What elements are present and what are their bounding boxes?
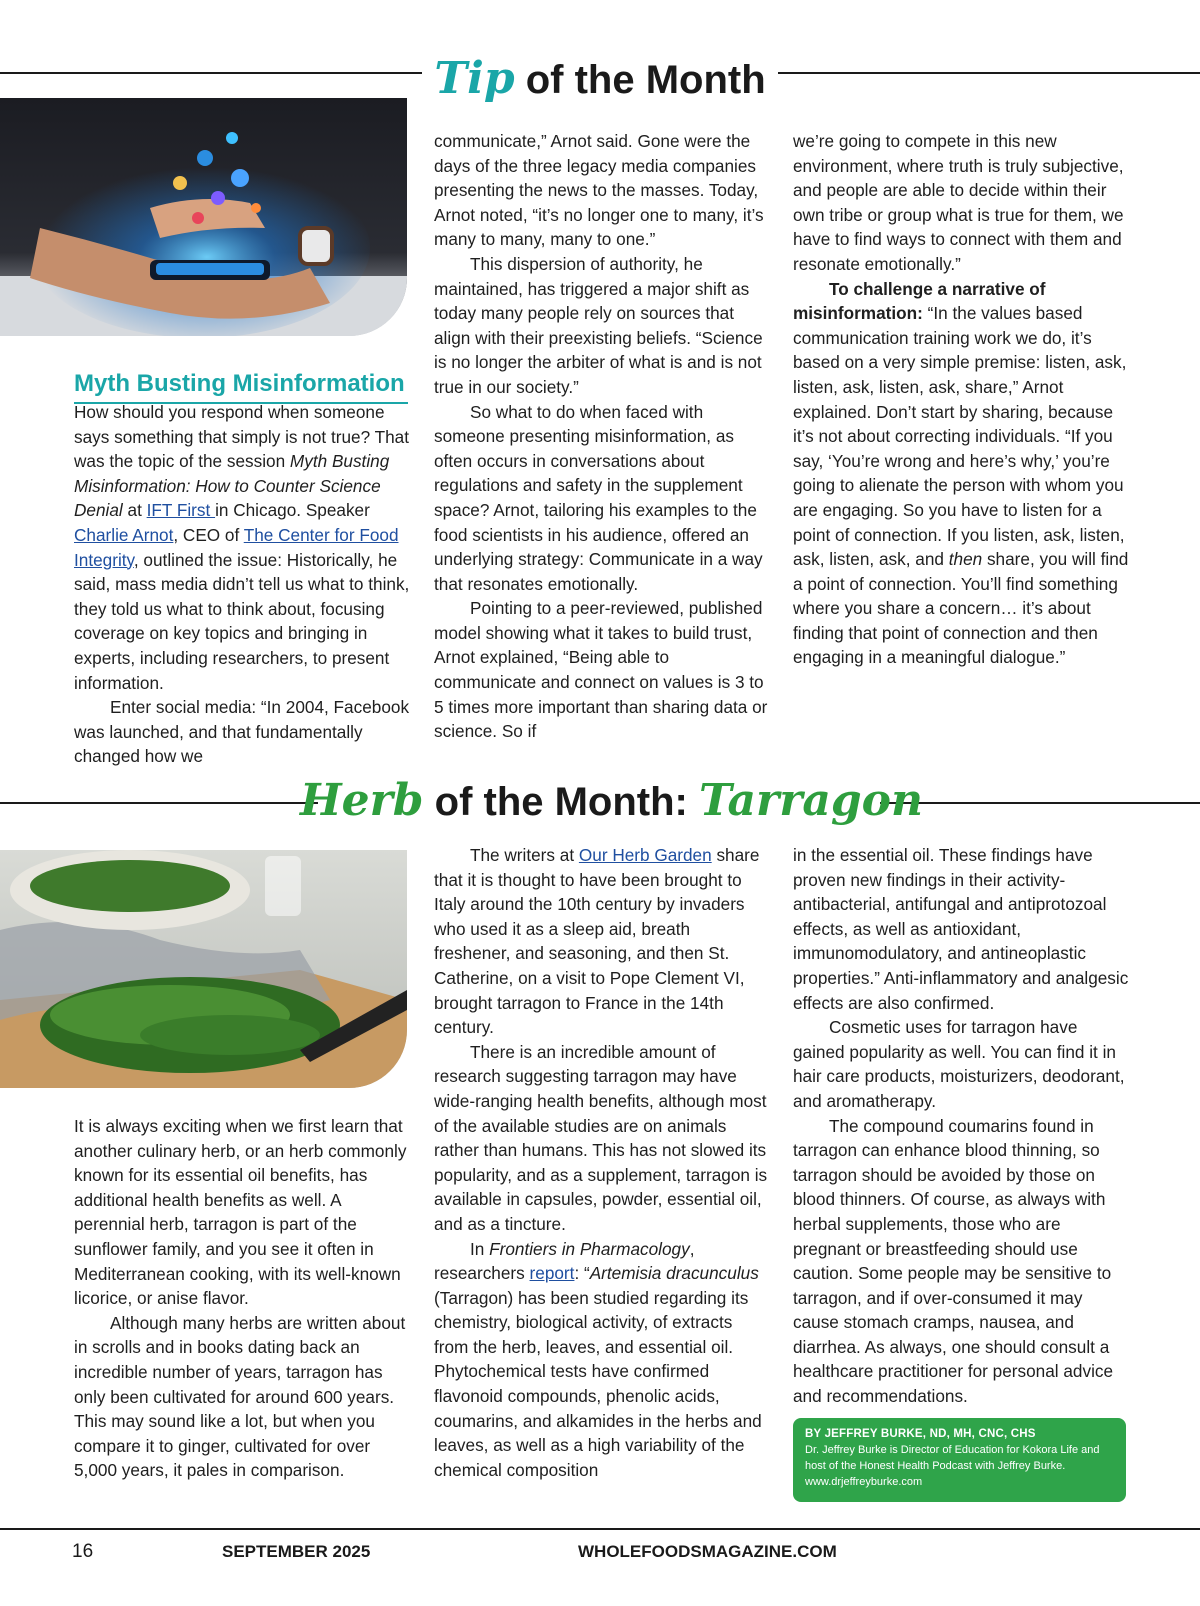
herb-col2-text: : “ xyxy=(574,1263,590,1284)
herb-col2-paragraph-3 xyxy=(434,1237,770,1483)
tip-col3-text: share, you will find a point of connection. You’ll find something where you share a concern… it’s about finding that point of connection and then engaging in a meaningful dialogue.” xyxy=(793,549,1129,668)
smartphone-social-media-photo xyxy=(0,98,407,336)
author-byline: BY JEFFREY BURKE, ND, MH, CNC, CHS xyxy=(805,1428,1036,1440)
herb-title-tarragon: Tarragon xyxy=(698,775,924,826)
species-name: Artemisia dracunculus xyxy=(589,1263,759,1284)
tarragon-photo xyxy=(0,850,407,1088)
tip-column-1 xyxy=(74,400,410,769)
tip-col1-text: , CEO of xyxy=(173,524,244,545)
author-website: www.drjeffreyburke.com xyxy=(805,1476,923,1488)
myth-busting-heading: Myth Busting Misinformation xyxy=(74,368,408,404)
herb-column-1 xyxy=(74,1114,410,1483)
tip-col3-paragraph-2 xyxy=(793,277,1129,671)
tip-title-accent: Tip xyxy=(434,53,515,104)
tip-col1-paragraph-2: Enter social media: “In 2004, Facebook was launched, and that fundamentally changed how we xyxy=(74,697,410,767)
magazine-website: WHOLEFOODSMAGAZINE.COM xyxy=(578,1542,837,1561)
author-bio-line-2: host of the Honest Health Podcast with Jeffrey Burke. xyxy=(805,1460,1066,1472)
footer-rule xyxy=(0,1528,1200,1530)
herb-title-accent: Herb xyxy=(300,775,424,826)
tip-col1-text: in Chicago. Speaker xyxy=(215,500,370,521)
tip-rule-left xyxy=(0,72,422,74)
center-for-food-integrity-link[interactable]: The Center for Food Integrity xyxy=(74,524,399,570)
herb-col2-paragraph-1 xyxy=(434,843,770,1040)
report-link[interactable]: report xyxy=(529,1263,575,1284)
journal-title: Frontiers in Pharmacology xyxy=(489,1238,690,1259)
ift-first-link[interactable]: IFT First xyxy=(146,500,216,521)
herb-col1-paragraph-1: It is always exciting when we first learn that another culinary herb, or an herb commonly known for its essential oil benefits, has additional health benefits as well. A perennial herb, tarragon is part of the sunflower family, and you see it often in Mediterranean cooking, with its well-known licorice, or anise flavor. xyxy=(74,1116,407,1309)
author-byline-box xyxy=(793,1418,1126,1502)
page-number: 16 xyxy=(72,1541,94,1562)
session-title: Myth Busting Misinformation: How to Counter Science Denial xyxy=(74,451,390,521)
tip-rule-right xyxy=(778,72,1200,74)
charlie-arnot-link[interactable]: Charlie Arnot xyxy=(74,524,174,545)
herb-col3-paragraph-2: Cosmetic uses for tarragon have gained popularity as well. You can find it in hair care products, moisturizers, deodorant, and aromatherapy. xyxy=(793,1017,1125,1111)
herb-col2-text: The writers at xyxy=(470,845,579,865)
herb-rule-right xyxy=(880,802,1200,804)
tip-col1-paragraph-1 xyxy=(74,400,410,695)
author-bio-line-1: Dr. Jeffrey Burke is Director of Education for Kokora Life and xyxy=(805,1444,1100,1456)
herb-title-mid: of the Month: xyxy=(423,780,699,824)
tip-col2-paragraph-3: So what to do when faced with someone presenting misinformation, as often occurs in conversations about regulations and safety in the supplement space? Arnot, tailoring his examples to the food scientists in his audience, offered an underlying strategy: Communicate in a way that resonates emotionally. xyxy=(434,401,763,594)
tip-col3-text: “In the values based communication training work we do, it’s based on a very simple premise: listen, ask, listen, ask, listen, ask, share,” Arnot explained. Don’t start by sharing, because it’s not about correcting individuals. “If you say, ‘You’re wrong and here’s why,’ you’re going to alienate the person with whom you are engaging. So you have to listen for a point of connection. If you listen, ask, listen, ask, listen, ask, and xyxy=(793,303,1127,570)
tip-column-3 xyxy=(793,129,1129,670)
tip-col1-text: , outlined the issue: Historically, he said, mass media didn’t tell us what to think, they told us what to think about, focusing coverage on key topics and bringing in experts, including researchers, to present information. xyxy=(74,549,410,693)
tip-section-title xyxy=(420,50,780,109)
herb-section-title xyxy=(300,772,924,831)
herb-rule-left xyxy=(0,802,318,804)
herb-col2-paragraph-2: There is an incredible amount of research suggesting tarragon may have wide-ranging health benefits, although most of the available studies are on animals rather than humans. This has not slowed its popularity, and as a supplement, tarragon is available in capsules, powder, essential oil, and as a tincture. xyxy=(434,1041,768,1234)
tip-column-2 xyxy=(434,129,770,744)
herb-col1-paragraph-2: Although many herbs are written about in scrolls and in books dating back an incredible number of years, tarragon has only been cultivated for around 600 years. This may sound like a lot, but when you compare it to ginger, cultivated for over 5,000 years, it pales in comparison. xyxy=(74,1312,406,1481)
tip-col2-paragraph-2: This dispersion of authority, he maintained, has triggered a major shift as today many people rely on sources that align with their preexisting beliefs. “Science is no longer the arbiter of what is and is not true in our society.” xyxy=(434,253,763,397)
herb-col2-text: , researchers xyxy=(434,1238,695,1284)
herb-col2-text: In xyxy=(470,1238,490,1259)
our-herb-garden-link[interactable]: Our Herb Garden xyxy=(578,845,712,865)
herb-col3-paragraph-3: The compound coumarins found in tarragon can enhance blood thinning, so tarragon should be avoided by those on blood thinners. Of course, as always with herbal supplements, those who are pregnant or breastfeeding should use caution. Some people may be sensitive to tarragon, and if over-consumed it may cause stomach cramps, nausea, and diarrhea. As always, one should consult a healthcare practitioner for personal advice and recommendations. xyxy=(793,1115,1114,1407)
herb-col3-paragraph-1: in the essential oil. These findings have proven new findings in their activity- antibacterial, antifungal and antiprotozoal effects, as well as antioxidant, immunomodulatory, and antineoplastic properties.” Anti-inflammatory and analgesic effects are also confirmed. xyxy=(793,845,1129,1013)
issue-date: SEPTEMBER 2025 xyxy=(222,1542,371,1561)
tip-col1-text: at xyxy=(122,500,147,521)
tip-col2-paragraph-4: Pointing to a peer-reviewed, published model showing what it takes to build trust, Arnot explained, “Being able to communicate and connect on values is 3 to 5 times more important than sharing data or science. So if xyxy=(434,598,768,742)
tip-col1-text: How should you respond when someone says something that simply is not true? That was the topic of the session xyxy=(74,402,409,472)
herb-col2-text: share that it is thought to have been brought to Italy around the 10th century by invaders who used it as a sleep aid, breath freshener, and seasoning, and then St. Catherine, on a visit to Pope Clement VI, brought tarragon to France in the 14th century. xyxy=(434,845,760,1038)
herb-column-2 xyxy=(434,843,770,1482)
tip-title-rest: of the Month xyxy=(514,58,766,102)
tip-col2-paragraph-1: communicate,” Arnot said. Gone were the days of the three legacy media companies presenting the news to the masses. Today, Arnot noted, “it’s no longer one to many, it’s many to many, many to one.” xyxy=(434,131,764,250)
herb-column-3 xyxy=(793,843,1129,1409)
emphasis-then: then xyxy=(948,549,983,570)
challenge-narrative-lead: To challenge a narrative of misinformation: xyxy=(793,278,1046,324)
herb-col2-text: (Tarragon) has been studied regarding its chemistry, biological activity, of extracts from the herb, leaves, and essential oil. Phytochemical tests have confirmed flavonoid compounds, phenolic acids, coumarins, and alkamides in the herbs and leaves, as well as a high variability of the chemical composition xyxy=(434,1287,762,1480)
tip-col3-paragraph-1: we’re going to compete in this new environment, where truth is truly subjective, and people are able to decide within their own tribe or group what is true for them, we have to find ways to connect with them and resonate emotionally.” xyxy=(793,131,1124,274)
